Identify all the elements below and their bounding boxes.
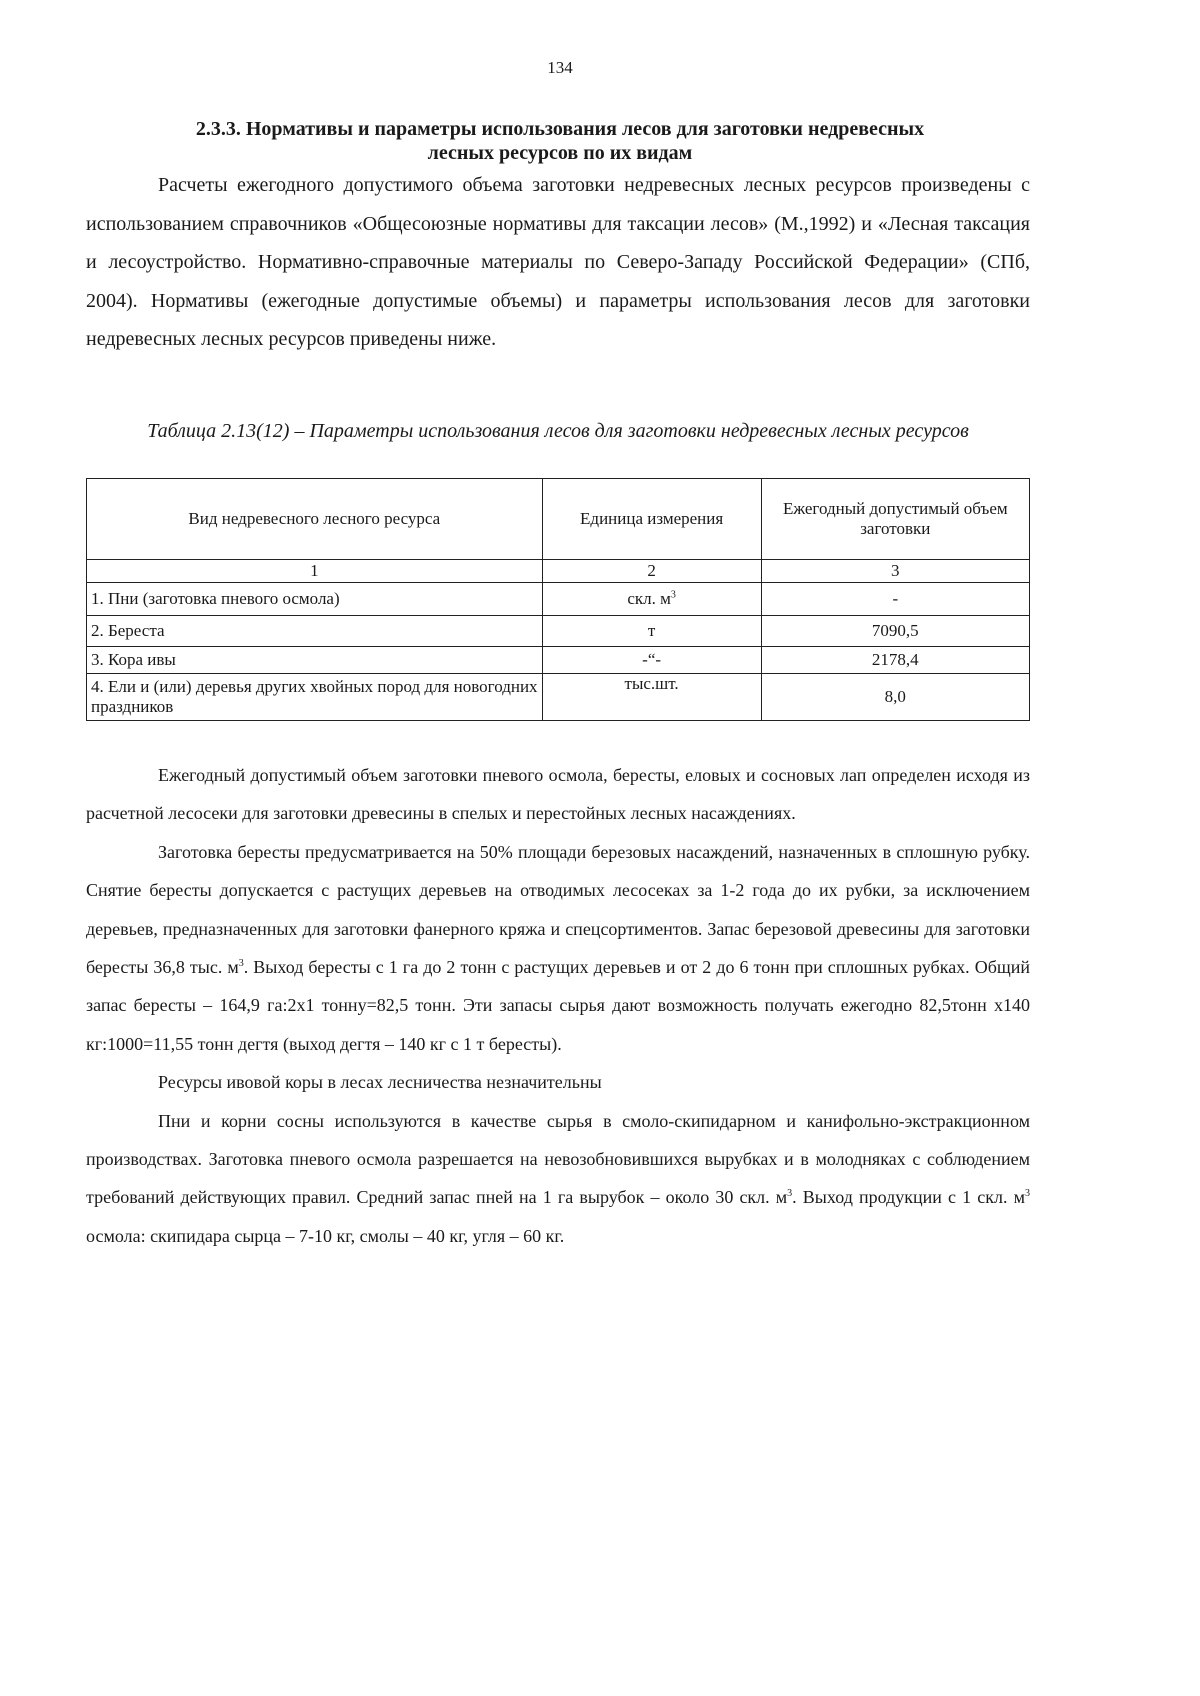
- unit-cell: т: [542, 616, 761, 647]
- resource-cell: 1. Пни (заготовка пневого осмола): [87, 583, 543, 616]
- volume-cell: -: [761, 583, 1029, 616]
- table-row: [87, 674, 1030, 721]
- table-header-row: [87, 479, 1030, 560]
- col-number: 3: [761, 560, 1029, 583]
- column-number-row: [87, 560, 1030, 583]
- unit-superscript: 3: [670, 589, 676, 601]
- table-row: [87, 647, 1030, 674]
- body-text: [86, 756, 1030, 1255]
- header-unit: Единица измерения: [542, 479, 761, 560]
- volume-cell: 7090,5: [761, 616, 1029, 647]
- superscript: 3: [787, 1188, 793, 1200]
- paragraph-text: . Выход продукции с 1 скл. м: [792, 1187, 1025, 1208]
- paragraph-willow-bark: Ресурсы ивовой коры в лесах лесничества незначительны: [158, 1072, 602, 1093]
- page-number: 134: [547, 58, 573, 77]
- paragraph-beresta: [86, 833, 1030, 1063]
- resource-cell: 2. Береста: [87, 616, 543, 647]
- resource-cell: 4. Ели и (или) деревья других хвойных пород для новогодних праздников: [87, 674, 543, 721]
- paragraph-text: Пни и корни сосны используются в качестве сырья в смоло-скипидарном и канифольно-экстракционном производствах. Заготовка пневого осмола разрешается на невозобновившихся вырубках и в молодняках с соблюдением требований действующих правил. Средний запас пней на 1 га вырубок – около 30 скл. м: [86, 1110, 1030, 1208]
- unit-text: скл. м: [627, 589, 671, 608]
- header-volume: Ежегодный допустимый объем заготовки: [761, 479, 1029, 560]
- volume-cell: 2178,4: [761, 647, 1029, 674]
- unit-cell: -“-: [542, 647, 761, 674]
- resource-cell: 3. Кора ивы: [87, 647, 543, 674]
- intro-paragraph: Расчеты ежегодного допустимого объема заготовки недревесных лесных ресурсов произведены с использованием справочников «Общесоюзные нормативы для таксации лесов» (М.,1992) и «Лесная таксация и лесоустройство. Нормативно-справочные материалы по Северо-Западу Российской Федерации» (СПб, 2004). Нормативы (ежегодные допустимые объемы) и параметры использования лесов для заготовки недревесных лесных ресурсов приведены ниже.: [86, 174, 1030, 350]
- table-caption: Таблица 2.13(12) – Параметры использования лесов для заготовки недревесных лесных ресурсов: [147, 420, 969, 442]
- col-number: 1: [87, 560, 543, 583]
- header-resource: Вид недревесного лесного ресурса: [87, 479, 543, 560]
- col-number: 2: [542, 560, 761, 583]
- paragraph-text: Заготовка бересты предусматривается на 50% площади березовых насаждений, назначенных в сплошную рубку. Снятие бересты допускается с растущих деревьев на отводимых лесосеках за 1-2 года до их рубки, за исключением деревьев, предназначенных для заготовки фанерного кряжа и спецсортиментов. Запас березовой древесины для заготовки бересты 36,8 тыс. м: [86, 841, 1030, 978]
- paragraph-stumps: [86, 1102, 1030, 1256]
- table-row: [87, 583, 1030, 616]
- section-title: 2.3.3. Нормативы и параметры использования лесов для заготовки недревесных лесных ресурсов по их видам: [195, 118, 925, 164]
- resources-table: [86, 478, 1030, 721]
- table-row: [87, 616, 1030, 647]
- superscript: 3: [238, 958, 244, 970]
- unit-cell: тыс.шт.: [542, 674, 761, 721]
- superscript: 3: [1024, 1188, 1030, 1200]
- paragraph-text: осмола: скипидара сырца – 7-10 кг, смолы – 40 кг, угля – 60 кг.: [86, 1225, 565, 1246]
- paragraph-osmol: Ежегодный допустимый объем заготовки пневого осмола, бересты, еловых и сосновых лап определен исходя из расчетной лесосеки для заготовки древесины в спелых и перестойных лесных насаждениях.: [86, 765, 1030, 824]
- paragraph-text: . Выход бересты с 1 га до 2 тонн с растущих деревьев и от 2 до 6 тонн при сплошных рубках. Общий запас бересты – 164,9 га:2х1 тонну=82,5 тонн. Эти запасы сырья дают возможность получать ежегодно 82,5тонн х140 кг:1000=11,55 тонн дегтя (выход дегтя – 140 кг с 1 т бересты).: [86, 957, 1031, 1054]
- volume-cell: 8,0: [761, 674, 1029, 721]
- unit-cell: [542, 583, 761, 616]
